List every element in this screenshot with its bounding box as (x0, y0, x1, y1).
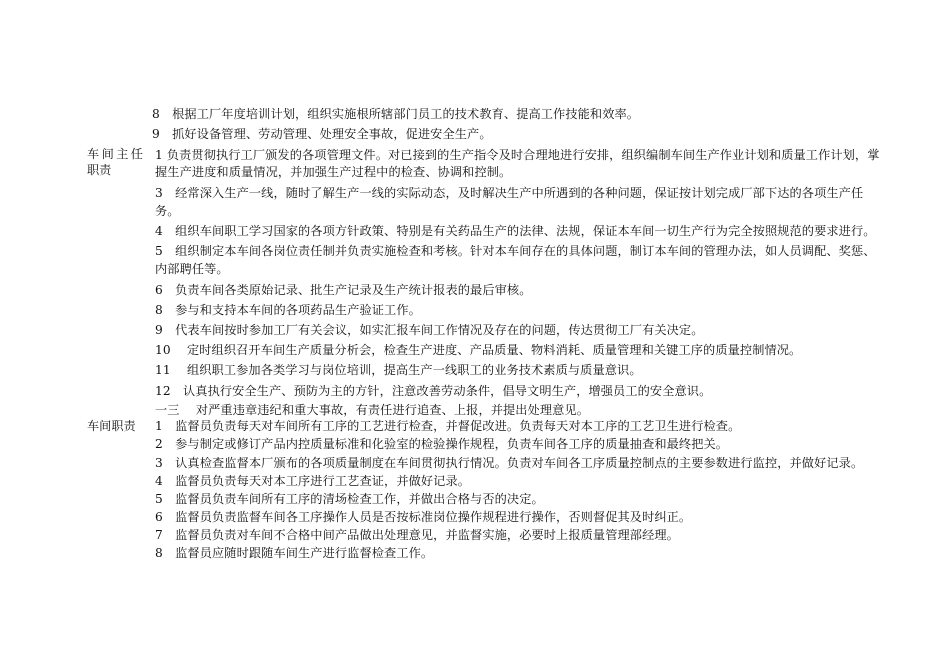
director-item-10: 10 定时组织召开车间生产质量分析会，检查生产进度、产品质量、物料消耗、质量管理和关键工序的质量控制情况。 (155, 343, 802, 357)
director-item-4: 4 组织车间职工学习国家的各项方针政策、特别是有关药品生产的法律、法规，保证本车间一切生产行为完全按照规范的要求进行。 (155, 224, 876, 238)
workshop-item-6: 6 监督员负责监督车间各工序操作人员是否按标准岗位操作规程进行操作，否则督促其及时纠正。 (155, 510, 692, 524)
director-item-11: 11 组织职工参加各类学习与岗位培训，提高生产一线职工的业务技术素质与质量意识。 (155, 363, 642, 377)
director-item-1a: 1 负责贯彻执行工厂颁发的各项管理文件。对已接到的生产指令及时合理地进行安排，组织编制车间生产作业计划和质量工作计划，掌 (155, 148, 880, 162)
director-item-9: 9 代表车间按时参加工厂有关会议，如实汇报车间工作情况及存在的问题，传达贯彻工厂有关决定。 (155, 323, 704, 337)
workshop-item-8: 8 监督员应随时跟随车间生产进行监督检查工作。 (155, 546, 434, 560)
director-item-8: 8 参与和支持本车间的各项药品生产验证工作。 (155, 303, 421, 317)
director-item-3a: 3 经常深入生产一线，随时了解生产一线的实际动态，及时解决生产中所遇到的各种问题，保证按计划完成厂部下达的各项生产任 (155, 186, 864, 200)
workshop-item-1: 1 监督员负责每天对车间所有工序的工艺进行检查，并督促改进。负责每天对本工序的工艺卫生进行检查。 (155, 419, 741, 433)
director-item-13: 一三 对严重违章违纪和重大事故，有责任进行追查、上报，并提出处理意见。 (155, 403, 590, 417)
workshop-item-3: 3 认真检查监督本厂颁布的各项质量制度在车间贯彻执行情况。负责对车间各工序质量控制点的主要参数进行监控，并做好记录。 (155, 456, 864, 470)
pre-item-8: 8 根据工厂年度培训计划，组织实施根所辖部门员工的技术教育、提高工作技能和效率。 (152, 107, 640, 121)
director-item-3b: 务。 (155, 204, 180, 218)
pre-item-9: 9 抓好设备管理、劳动管理、处理安全事故，促进安全生产。 (152, 127, 492, 141)
workshop-item-4: 4 监督员负责每天对本工序进行工艺查证，并做好记录。 (155, 474, 471, 488)
director-label-line2: 职责 (87, 163, 112, 177)
director-item-1b: 握生产进度和质量情况，并加强生产过程中的检查、协调和控制。 (155, 165, 512, 179)
director-label-line1: 车间主任 (87, 147, 143, 161)
workshop-item-7: 7 监督员负责对车间不合格中间产品做出处理意见，并监督实施，必要时上报质量管理部经理。 (155, 528, 679, 542)
director-item-5a: 5 组织制定本车间各岗位责任制并负责实施检查和考核。针对本车间存在的具体问题，制订本车间的管理办法，如人员调配、奖惩、 (155, 244, 876, 258)
workshop-label: 车间职责 (87, 419, 136, 433)
workshop-item-2: 2 参与制定或修订产品内控质量标准和化验室的检验操作规程，负责车间各工序的质量抽查和最终把关。 (155, 437, 729, 451)
director-item-5b: 内部聘任等。 (155, 262, 229, 276)
workshop-item-5: 5 监督员负责车间所有工序的清场检查工作，并做出合格与否的决定。 (155, 492, 544, 506)
director-item-12: 12 认真执行安全生产、预防为主的方针，注意改善劳动条件，倡导文明生产，增强员工的安全意识。 (155, 384, 712, 398)
director-item-6: 6 负责车间各类原始记录、批生产记录及生产统计报表的最后审核。 (155, 283, 532, 297)
